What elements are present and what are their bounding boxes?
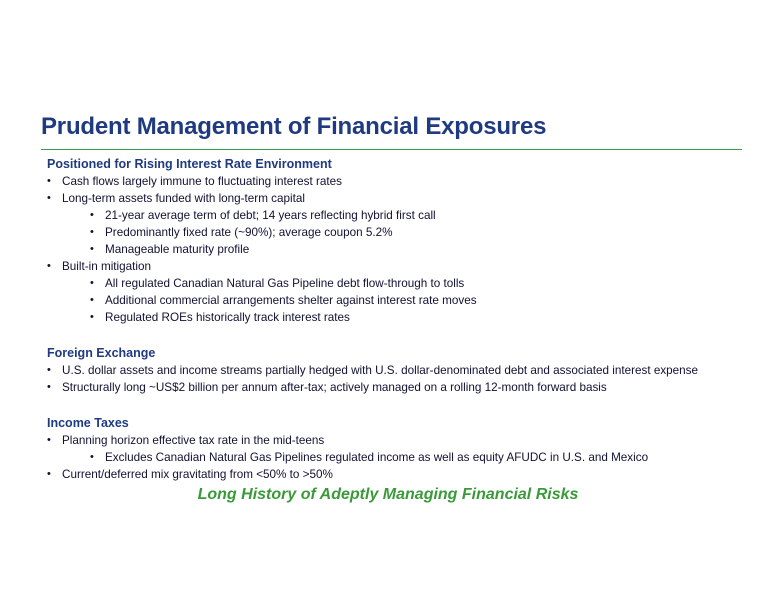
bullet-text: Structurally long ~US$2 billion per annum after-tax; actively managed on a rolling 12-month forward basis (62, 381, 607, 394)
bullet-text: Excludes Canadian Natural Gas Pipelines regulated income as well as equity AFUDC in U.S. and Mexico (105, 451, 649, 464)
bullet-item (47, 466, 757, 483)
sub-bullet-item (47, 292, 757, 309)
sub-bullet-item (47, 309, 757, 326)
bullet-item (47, 432, 757, 449)
section-heading-fx: Foreign Exchange (47, 346, 156, 360)
bullet-icon: • (47, 434, 51, 446)
bullet-icon: • (47, 192, 51, 204)
slide-title: Prudent Management of Financial Exposures (41, 113, 547, 140)
bullet-icon: • (47, 175, 51, 187)
bullet-text: Built-in mitigation (62, 260, 151, 273)
bullet-icon: • (90, 294, 94, 306)
bullet-item (47, 190, 757, 207)
bullet-item (47, 173, 757, 190)
bullet-icon: • (47, 381, 51, 393)
bullet-icon: • (47, 468, 51, 480)
bullet-text: All regulated Canadian Natural Gas Pipeline debt flow-through to tolls (105, 277, 465, 290)
bullet-icon: • (90, 311, 94, 323)
sub-bullet-item (47, 275, 757, 292)
bullet-text: Current/deferred mix gravitating from <50% to >50% (62, 468, 333, 481)
bullet-text: Predominantly fixed rate (~90%); average coupon 5.2% (105, 226, 393, 239)
bullet-text: Manageable maturity profile (105, 243, 250, 256)
slide-body (47, 156, 757, 483)
bullet-icon: • (47, 364, 51, 376)
sub-bullet-item (47, 207, 757, 224)
title-divider (41, 149, 742, 150)
tagline: Long History of Adeptly Managing Financial Risks (197, 486, 579, 503)
bullet-item (47, 379, 757, 396)
bullet-icon: • (90, 226, 94, 238)
bullet-text: Long-term assets funded with long-term capital (62, 192, 305, 205)
bullet-icon: • (90, 451, 94, 463)
bullet-text: Planning horizon effective tax rate in the mid-teens (62, 434, 325, 447)
bullet-text: Additional commercial arrangements shelter against interest rate moves (105, 294, 477, 307)
bullet-icon: • (90, 277, 94, 289)
section-heading-tax: Income Taxes (47, 416, 129, 430)
bullet-text: Cash flows largely immune to fluctuating interest rates (62, 175, 342, 188)
sub-bullet-item (47, 224, 757, 241)
bullet-item (47, 258, 757, 275)
sub-bullet-item (47, 449, 757, 466)
bullet-icon: • (47, 260, 51, 272)
bullet-item (47, 362, 757, 379)
section-spacer (47, 326, 757, 345)
section-heading-interest: Positioned for Rising Interest Rate Environment (47, 157, 332, 171)
bullet-text: Regulated ROEs historically track interest rates (105, 311, 350, 324)
section-spacer (47, 396, 757, 415)
bullet-text: 21-year average term of debt; 14 years reflecting hybrid first call (105, 209, 436, 222)
sub-bullet-item (47, 241, 757, 258)
bullet-text: U.S. dollar assets and income streams partially hedged with U.S. dollar-denominated debt and associated interest expense (62, 364, 699, 377)
bullet-icon: • (90, 243, 94, 255)
bullet-icon: • (90, 209, 94, 221)
